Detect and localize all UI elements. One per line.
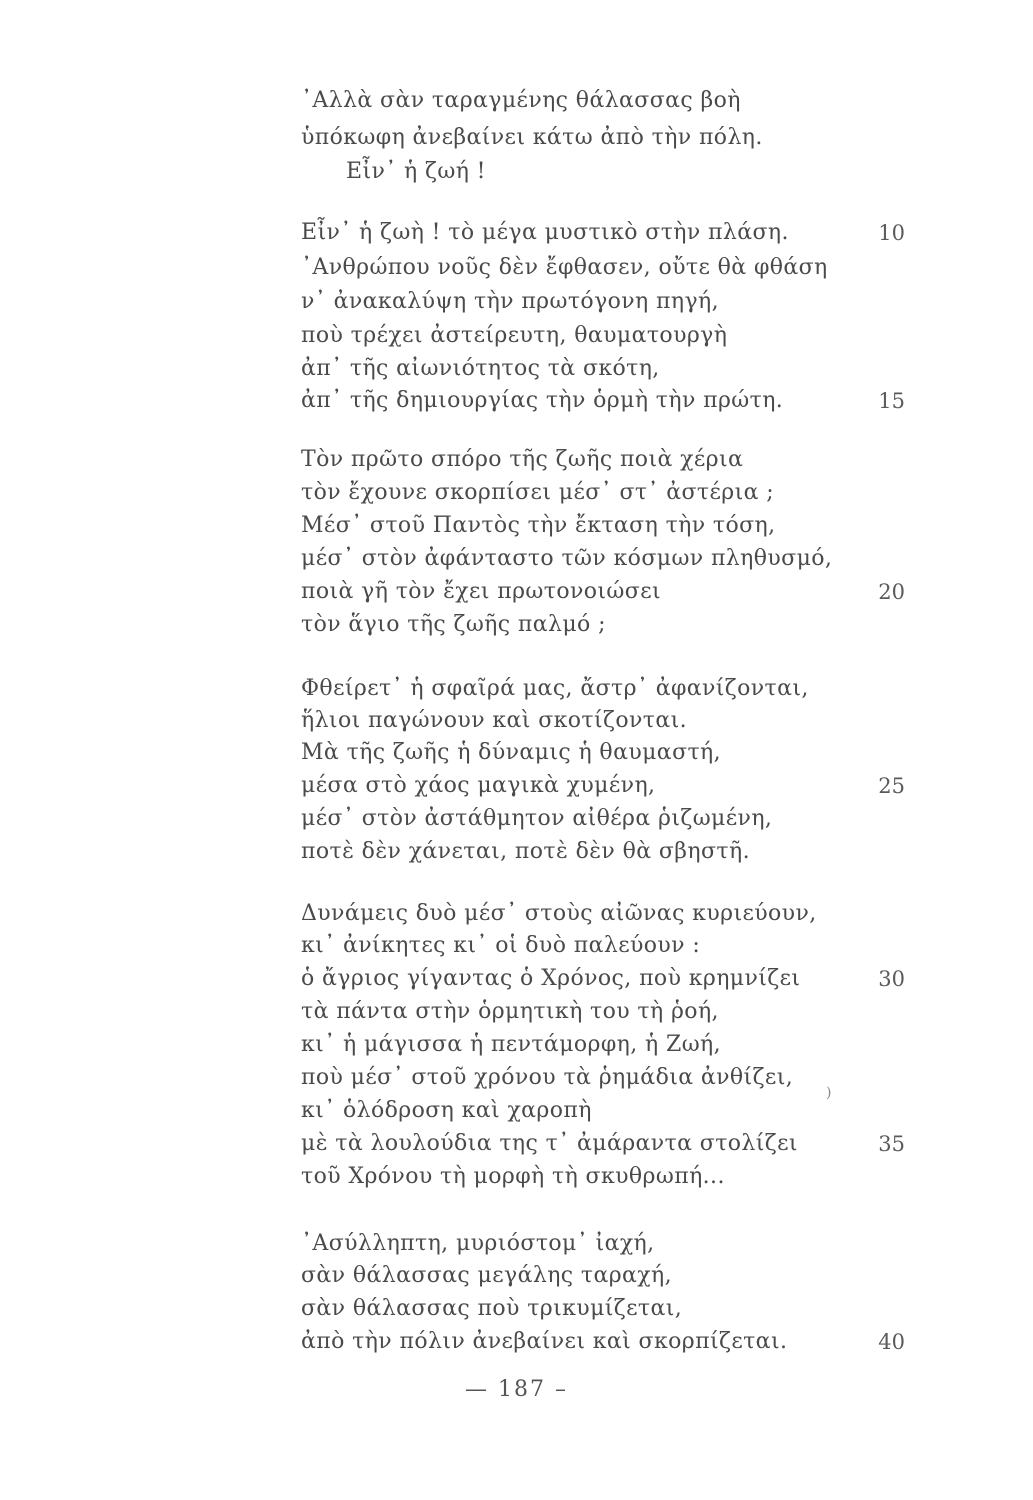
verse-line: ποὺ μέσ᾿ στοῦ χρόνου τὰ ῥημάδια ἀνθίζει, [301,1065,794,1090]
verse-line: Μὰ τῆς ζωῆς ἡ δύναμις ἡ θαυμαστή, [301,740,722,765]
verse-line: σὰν θάλασσας ποὺ τρικυμίζεται, [301,1296,683,1321]
verse-line: κι᾿ ἀνίκητες κι᾿ οἱ δυὸ παλεύουν : [301,933,701,958]
verse-line: Τὸν πρῶτο σπόρο τῆς ζωῆς ποιὰ χέρια [301,447,744,472]
line-number: 15 [878,389,905,413]
verse-line: ἀπ᾿ τῆς αἰωνιότητος τὰ σκότη, [301,356,660,381]
verse-line: Εἶν᾿ ἡ ζωή ! [346,159,486,184]
verse-line: Δυνάμεις δυὸ μέσ᾿ στοὺς αἰῶνας κυριεύουν, [301,901,817,926]
verse-line: Μέσ᾿ στοῦ Παντὸς τὴν ἔκταση τὴν τόση, [301,513,776,538]
line-number: 30 [878,967,905,991]
verse-line: ἀπὸ τὴν πόλιν ἀνεβαίνει καὶ σκορπίζεται. [301,1329,788,1354]
page-number: — 187 – [465,1377,568,1402]
verse-line: Φθείρετ᾿ ἡ σφαῖρά μας, ἄστρ᾿ ἀφανίζονται, [301,676,809,701]
verse-line: Εἶν᾿ ἡ ζωὴ ! τὸ μέγα μυστικὸ στὴν πλάση. [301,220,789,245]
verse-line: σὰν θάλασσας μεγάλης ταραχή, [301,1263,673,1288]
verse-line: μὲ τὰ λουλούδια της τ᾿ ἀμάραντα στολίζει [301,1131,798,1156]
verse-line: ἀπ᾿ τῆς δημιουργίας τὴν ὁρμὴ τὴν πρώτη. [301,388,784,413]
verse-line: τὰ πάντα στὴν ὁρμητικὴ του τὴ ῥοή, [301,999,719,1024]
verse-line: τὸν ἅγιο τῆς ζωῆς παλμό ; [301,612,606,637]
verse-line: ποτὲ δὲν χάνεται, ποτὲ δὲν θὰ σβηστῆ. [301,839,750,864]
verse-line: ἥλιοι παγώνουν καὶ σκοτίζονται. [301,708,688,733]
line-number: 35 [878,1132,905,1156]
verse-line: ᾿Ασύλληπτη, μυριόστομ᾿ ἰαχή, [301,1231,655,1256]
verse-line: κι᾿ ὁλόδροση καὶ χαροπὴ [301,1098,592,1123]
verse-line: ᾿Αλλὰ σὰν ταραγμένης θάλασσας βοὴ [301,88,741,113]
verse-line: κι᾿ ἡ μάγισσα ἡ πεντάμορφη, ἡ Ζωή, [301,1032,722,1057]
line-number: 20 [878,580,905,604]
verse-line: ᾿Ανθρώπου νοῦς δὲν ἔφθασεν, οὔτε θὰ φθάση [301,255,828,280]
verse-line: μέσ᾿ στὸν ἀστάθμητον αἰθέρα ῥιζωμένη, [301,806,773,831]
verse-line: ποὺ τρέχει ἀστείρευτη, θαυματουργὴ [301,323,728,348]
verse-line: ὁ ἄγριος γίγαντας ὁ Χρόνος, ποὺ κρημνίζει [301,966,801,991]
line-number: 40 [878,1330,905,1354]
verse-line: ποιὰ γῆ τὸν ἔχει πρωτονοιώσει [301,579,662,604]
line-number: 25 [878,774,905,798]
verse-line: μέσα στὸ χάος μαγικὰ χυμένη, [301,773,656,798]
verse-line: μέσ᾿ στὸν ἀφάνταστο τῶν κόσμων πληθυσμό, [301,546,833,571]
verse-line: τοῦ Χρόνου τὴ μορφὴ τὴ σκυθρωπή... [301,1164,725,1189]
line-number: 10 [878,221,905,245]
verse-line: ὑπόκωφη ἀνεβαίνει κάτω ἀπὸ τὴν πόλη. [301,125,763,150]
verse-line: τὸν ἔχουνε σκορπίσει μέσ᾿ στ᾿ ἀστέρια ; [301,480,775,505]
stray-mark: ) [826,1085,832,1101]
verse-line: ν᾿ ἀνακαλύψη τὴν πρωτόγονη πηγή, [301,289,719,314]
